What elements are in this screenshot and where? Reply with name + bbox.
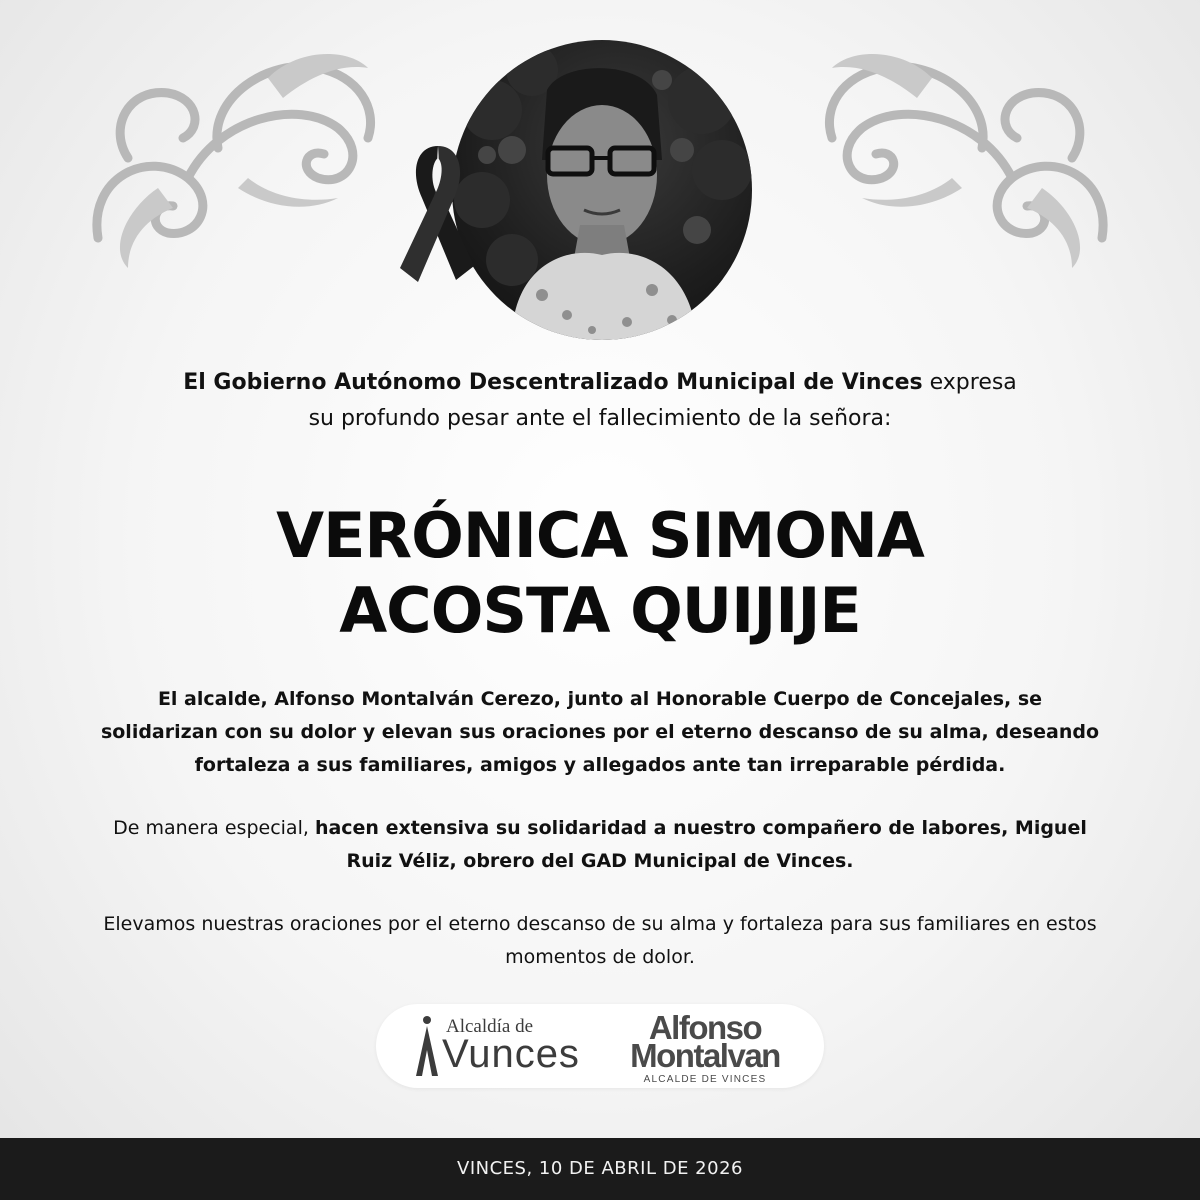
scroll-ornament-right [792, 38, 1132, 278]
alcaldia-vinces-logo-mark [414, 1014, 440, 1078]
condolence-paragraph-1: El alcalde, Alfonso Montalván Cerezo, junto al Honorable Cuerpo de Concejales, se solidarizan con su dolor y elevan sus oraciones por el eterno descanso de su alma, deseando fortaleza a sus familiares, amigos y allegados ante tan irreparable pérdida. [100, 688, 1100, 776]
intro-rest: expresa su profundo pesar ante el fallecimiento de la señora: [308, 370, 1017, 431]
paragraph-2-plain: De manera especial, [113, 817, 315, 839]
footer-date: VINCES, 10 DE ABRIL DE 2026 [457, 1158, 743, 1179]
alfonso-logo-subtitle: ALCALDE DE VINCES [643, 1074, 767, 1085]
alfonso-logo-line2: Montalvan [630, 1037, 780, 1074]
condolence-paragraph-2 [100, 812, 1100, 878]
condolence-paragraph-3: Elevamos nuestras oraciones por el eterno descanso de su alma y fortaleza para sus familiares en estos momentos de dolor. [103, 913, 1097, 968]
portrait-photo [452, 40, 752, 340]
scroll-ornament-left [68, 38, 408, 278]
deceased-name [100, 498, 1100, 648]
intro-institution: El Gobierno Autónomo Descentralizado Municipal de Vinces [183, 370, 923, 395]
alcaldia-logo-name: Vunces [442, 1032, 580, 1076]
deceased-name-line2: ACOSTA QUIJIJE [339, 574, 861, 647]
alcaldia-logo-top: Alcaldía de [446, 1016, 534, 1037]
paragraph-2-bold: hacen extensiva su solidaridad a nuestro compañero de labores, Miguel Ruiz Véliz, obrero del GAD Municipal de Vinces. [314, 817, 1087, 872]
alfonso-logo-line1: Alfonso [648, 1009, 762, 1046]
mourning-ribbon-icon [396, 140, 480, 286]
deceased-name-line1: VERÓNICA SIMONA [276, 499, 924, 572]
intro-text [180, 365, 1020, 437]
alfonso-montalvan-logo [620, 1009, 790, 1085]
logos-container [376, 1004, 824, 1088]
portrait-illustration [452, 40, 752, 340]
footer-date-bar [0, 1138, 1200, 1200]
